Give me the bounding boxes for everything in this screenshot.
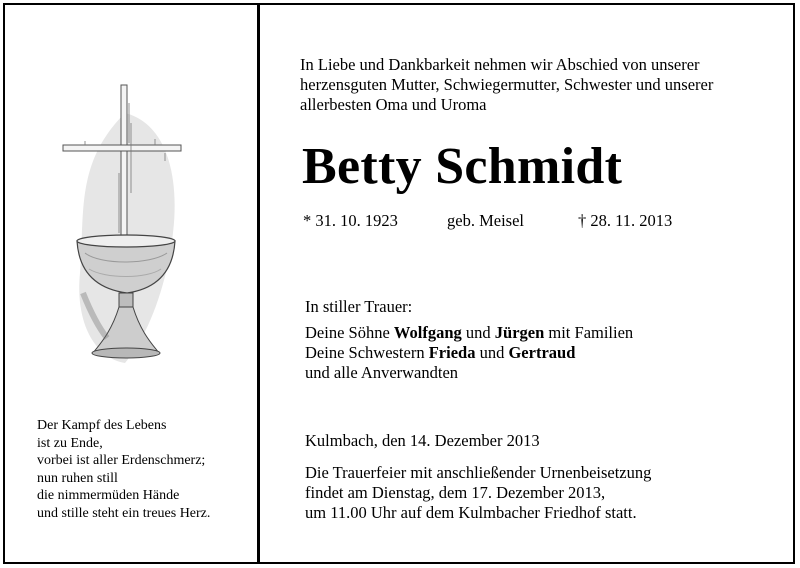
- mourners-text: Deine Söhne: [305, 323, 394, 342]
- vertical-divider: [257, 5, 260, 562]
- poem-line: vorbei ist aller Erdenschmerz;: [37, 453, 206, 469]
- poem-line: die nimmermüden Hände: [37, 488, 180, 504]
- ceremony-line: Die Trauerfeier mit anschließender Urnenbeisetzung: [305, 463, 652, 482]
- intro-line: allerbesten Oma und Uroma: [300, 95, 487, 114]
- poem-line: nun ruhen still: [37, 470, 118, 486]
- mourners-line-sons: [305, 323, 633, 343]
- cross-and-chalice-icon: [55, 83, 195, 368]
- son-name: Wolfgang: [393, 323, 462, 342]
- sister-name: Gertraud: [508, 343, 576, 362]
- poem: [37, 417, 210, 523]
- birth-date: * 31. 10. 1923: [303, 211, 398, 230]
- place-and-date: Kulmbach, den 14. Dezember 2013: [305, 431, 540, 450]
- mourners-text: und: [461, 323, 495, 342]
- death-date: † 28. 11. 2013: [578, 211, 673, 230]
- intro-line: In Liebe und Dankbarkeit nehmen wir Abschied von unserer: [300, 55, 700, 74]
- ceremony-line: findet am Dienstag, dem 17. Dezember 2013,: [305, 483, 606, 502]
- deceased-name: Betty Schmidt: [302, 138, 623, 195]
- maiden-name: geb. Meisel: [447, 211, 524, 230]
- intro-text: [300, 55, 770, 115]
- mourners-text: und: [475, 343, 509, 362]
- intro-line: herzensguten Mutter, Schwiegermutter, Schwester und unserer: [300, 75, 714, 94]
- son-name: Jürgen: [494, 323, 545, 342]
- mourners-list: [305, 323, 633, 383]
- mourners-line-relatives: und alle Anverwandten: [305, 363, 459, 382]
- sister-name: Frieda: [428, 343, 476, 362]
- mourning-heading: In stiller Trauer:: [305, 297, 413, 316]
- poem-line: und stille steht ein treues Herz.: [37, 505, 211, 521]
- poem-line: Der Kampf des Lebens: [37, 418, 167, 433]
- obituary-frame: [3, 3, 795, 564]
- poem-line: ist zu Ende,: [37, 435, 103, 451]
- ceremony-info: [305, 463, 651, 523]
- mourners-text: Deine Schwestern: [305, 343, 429, 362]
- ceremony-line: um 11.00 Uhr auf dem Kulmbacher Friedhof statt.: [305, 503, 637, 522]
- mourners-text: mit Familien: [544, 323, 634, 342]
- mourners-line-sisters: [305, 343, 633, 363]
